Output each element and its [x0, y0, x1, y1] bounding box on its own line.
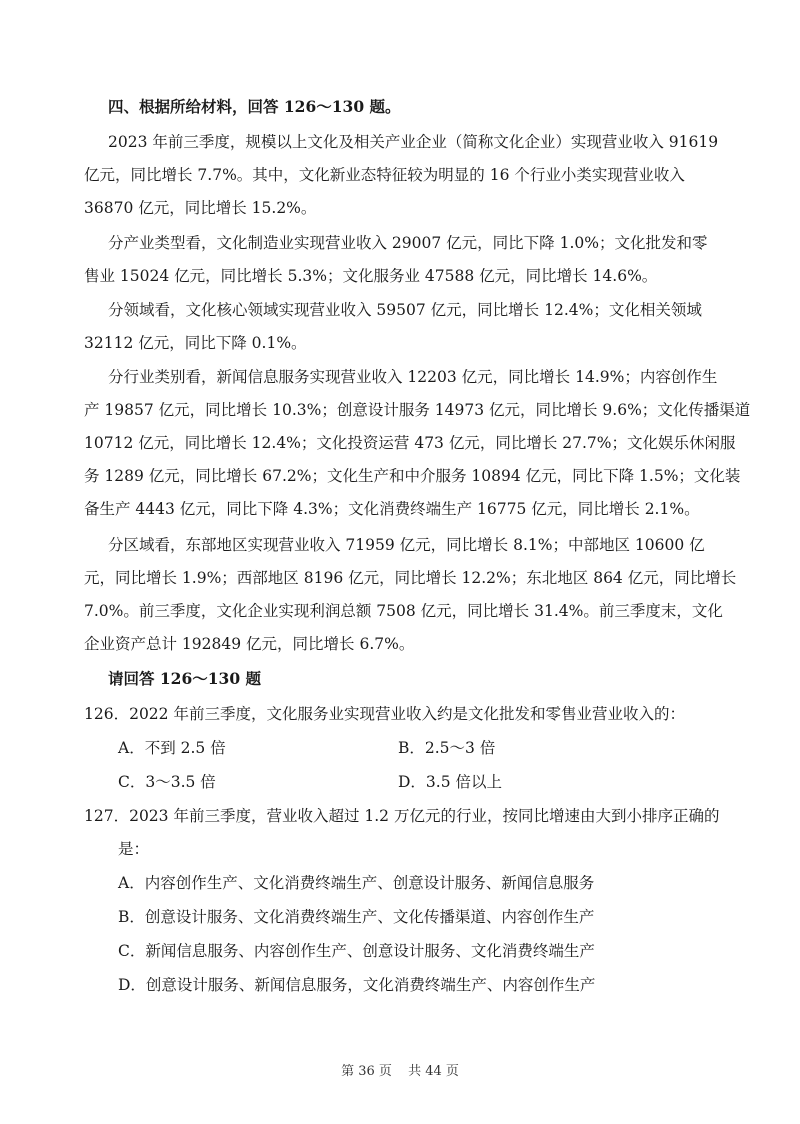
paragraph-line: 亿元，同比增长 7.7%。其中，文化新业态特征较为明显的 16 个行业小类实现营业收入 [84, 166, 685, 184]
question-126-option-d: D．3.5 倍以上 [398, 773, 503, 791]
paragraph-line: 32112 亿元，同比下降 0.1%。 [84, 334, 307, 352]
question-126-option-a: A．不到 2.5 倍 [118, 739, 226, 757]
paragraph-line: 分区域看，东部地区实现营业收入 71959 亿元，同比增长 8.1%；中部地区 10600 亿 [108, 536, 705, 554]
question-127-option-a: A．内容创作生产、文化消费终端生产、创意设计服务、新闻信息服务 [118, 874, 595, 892]
page-footer [0, 1060, 800, 1079]
question-127-option-d: D．创意设计服务、新闻信息服务，文化消费终端生产、内容创作生产 [118, 976, 596, 994]
page-number: 第 36 页 [341, 1064, 392, 1079]
question-126-option-c: C．3～3.5 倍 [118, 773, 216, 791]
question-126-stem: 126．2022 年前三季度，文化服务业实现营业收入约是文化批发和零售业营业收入的： [84, 705, 685, 723]
paragraph-line: 7.0%。前三季度，文化企业实现利润总额 7508 亿元，同比增长 31.4%。前三季度末，文化 [84, 602, 723, 620]
page-total: 共 44 页 [408, 1064, 459, 1079]
prompt-heading: 请回答 126～130 题 [108, 669, 262, 688]
paragraph-line: 分行业类别看，新闻信息服务实现营业收入 12203 亿元，同比增长 14.9%；内容创作生 [108, 368, 718, 386]
question-127-option-c: C．新闻信息服务、内容创作生产、创意设计服务、文化消费终端生产 [118, 942, 595, 960]
question-127-option-b: B．创意设计服务、文化消费终端生产、文化传播渠道、内容创作生产 [118, 908, 595, 926]
paragraph-line: 产 19857 亿元，同比增长 10.3%；创意设计服务 14973 亿元，同比增长 9.6%；文化传播渠道 [84, 401, 751, 419]
paragraph-line: 分产业类型看，文化制造业实现营业收入 29007 亿元，同比下降 1.0%；文化批发和零 [108, 234, 708, 252]
paragraph-line: 售业 15024 亿元，同比增长 5.3%；文化服务业 47588 亿元，同比增长 14.6%。 [84, 267, 658, 285]
question-127-stem-cont: 是： [118, 840, 150, 858]
paragraph-line: 2023 年前三季度，规模以上文化及相关产业企业（简称文化企业）实现营业收入 91619 [108, 133, 719, 151]
paragraph-line: 元，同比增长 1.9%；西部地区 8196 亿元，同比增长 12.2%；东北地区 864 亿元，同比增长 [84, 569, 737, 587]
paragraph-line: 分领域看，文化核心领域实现营业收入 59507 亿元，同比增长 12.4%；文化相关领域 [108, 301, 702, 319]
section-heading: 四、根据所给材料，回答 126～130 题。 [108, 97, 401, 116]
paragraph-line: 备生产 4443 亿元，同比下降 4.3%；文化消费终端生产 16775 亿元，同比增长 2.1%。 [84, 500, 700, 518]
question-126-option-b: B．2.5～3 倍 [398, 739, 496, 757]
paragraph-line: 36870 亿元，同比增长 15.2%。 [84, 199, 317, 217]
question-127-stem: 127．2023 年前三季度，营业收入超过 1.2 万亿元的行业，按同比增速由大到小排序正确的 [84, 807, 720, 825]
paragraph-line: 10712 亿元，同比增长 12.4%；文化投资运营 473 亿元，同比增长 27.7%；文化娱乐休闲服 [84, 434, 736, 452]
paragraph-line: 企业资产总计 192849 亿元，同比增长 6.7%。 [84, 635, 415, 653]
paragraph-line: 务 1289 亿元，同比增长 67.2%；文化生产和中介服务 10894 亿元，同比下降 1.5%；文化装 [84, 467, 741, 485]
